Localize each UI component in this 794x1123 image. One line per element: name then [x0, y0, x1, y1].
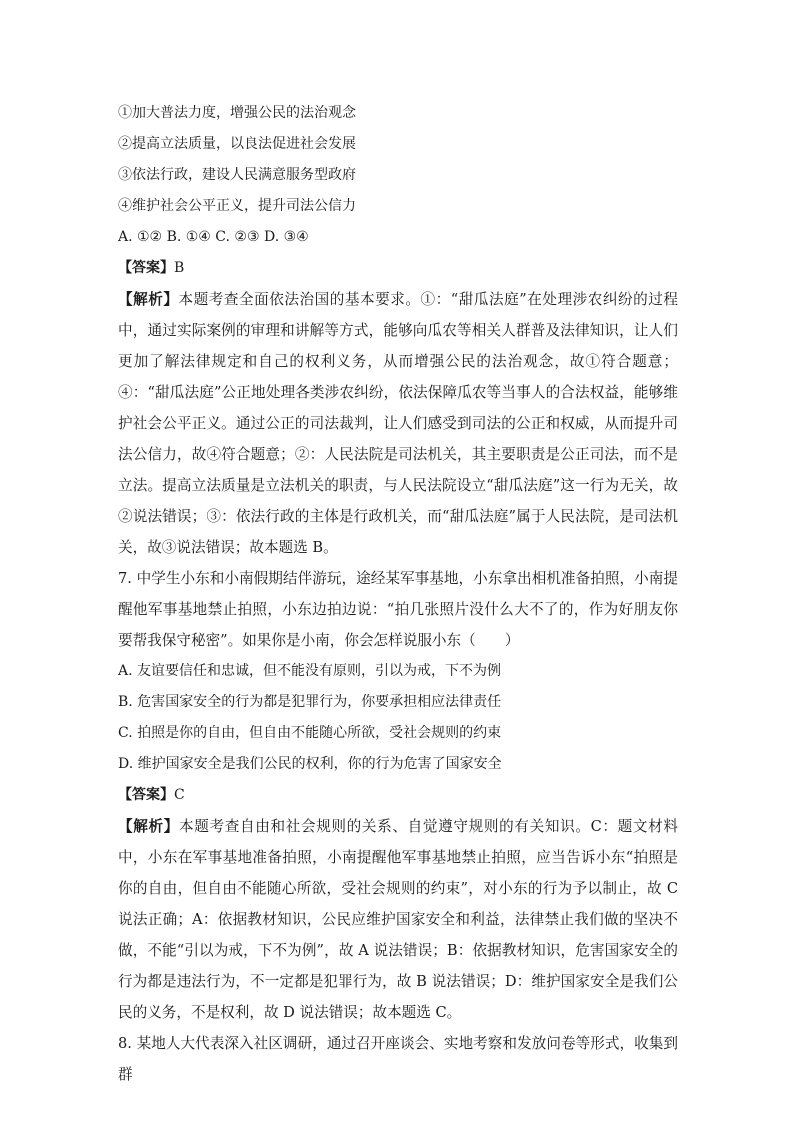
question-8-stem: 8. 某地人大代表深入社区调研，通过召开座谈会、实地考察和发放问卷等形式，收集到群	[118, 1035, 678, 1083]
document-page	[118, 98, 678, 1090]
analysis-paragraph	[118, 284, 678, 563]
answer-choices: A. ①② B. ①④ C. ②③ D. ③④	[118, 229, 309, 245]
q7-analysis-paragraph	[118, 811, 678, 1028]
q7-option-b: B. 危害国家安全的行为都是犯罪行为，你要承担相应法律责任	[118, 694, 502, 710]
q7-answer-line	[118, 780, 678, 811]
analysis-text: 本题考查全面依法治国的基本要求。①：“甜瓜法庭”在处理涉农纠纷的过程中，通过实际案例的审理和讲解等方式，能够向瓜农等相关人群普及法律知识，让人们更加了解法律规定和自己的权利义务，从而增强公民的法治观念，故①符合题意；④：“甜瓜法庭”公正地处理各类涉农纠纷，依法保障瓜农等当事人的合法权益，能够维护社会公平正义。通过公正的司法裁判，让人们感受到司法的公正和权威，从而提升司法公信力，故④符合题意；②：人民法院是司法机关，其主要职责是公正司法，而不是立法。提高立法质量是立法机关的职责，与人民法院设立“甜瓜法庭”这一行为无关，故②说法错误；③：依法行政的主体是行政机关，而“甜瓜法庭”属于人民法院，是司法机关，故③说法错误；故本题选 B。	[118, 291, 678, 556]
analysis-label: 【解析】	[118, 291, 179, 308]
answer-value: B	[174, 260, 185, 276]
q7-option-a: A. 友谊要信任和忠诚，但不能没有原则，引以为戒，下不为例	[118, 663, 502, 679]
option-1: ①加大普法力度，增强公民的法治观念	[118, 105, 356, 121]
q7-analysis-text: 本题考查自由和社会规则的关系、自觉遵守规则的有关知识。C：题文材料中，小东在军事基地准备拍照，小南提醒他军事基地禁止拍照，应当告诉小东“拍照是你的自由，但自由不能随心所欲，受社会规则的约束”，对小东的行为予以制止，故 C 说法正确；A：依据教材知识，公民应维护国家安全和利益，法律禁止我们做的坚决不做，不能“引以为戒，下不为例”，故 A 说法错误；B：依据教材知识，危害国家安全的行为都是违法行为，不一定都是犯罪行为，故 B 说法错误；D：维护国家安全是我们公民的义务，不是权利，故 D 说法错误；故本题选 C。	[118, 818, 678, 1021]
option-3: ③依法行政，建设人民满意服务型政府	[118, 167, 356, 183]
q7-option-c: C. 拍照是你的自由，但自由不能随心所欲，受社会规则的约束	[118, 725, 502, 741]
q7-analysis-label: 【解析】	[118, 818, 179, 835]
q7-option-d: D. 维护国家安全是我们公民的权利，你的行为危害了国家安全	[118, 756, 502, 772]
q7-answer-value: C	[174, 787, 185, 803]
q7-answer-label: 【答案】	[118, 787, 174, 803]
question-7-stem: 7. 中学生小东和小南假期结伴游玩，途经某军事基地，小东拿出相机准备拍照，小南提醒他军事基地禁止拍照，小东边拍边说：“拍几张照片没什么大不了的，作为好朋友你要帮我保守秘密”。如果你是小南，你会怎样说服小东（ ）	[118, 570, 678, 649]
option-2: ②提高立法质量，以良法促进社会发展	[118, 136, 356, 152]
option-4: ④维护社会公平正义，提升司法公信力	[118, 198, 356, 214]
answer-label: 【答案】	[118, 260, 174, 276]
answer-line	[118, 253, 678, 284]
